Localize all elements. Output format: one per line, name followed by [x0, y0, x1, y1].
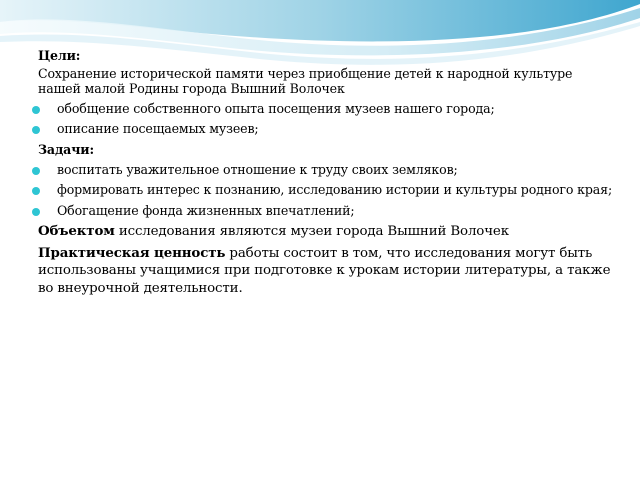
object-text: исследования являются музеи города Вышний Волочек: [114, 224, 509, 240]
practical-text: работы состоит в том, что исследования могут быть использованы учащимися при подготовке к урокам истории литературы, а также во внеурочной деятельности.: [38, 245, 611, 296]
goals-heading: Цели:: [38, 48, 81, 63]
tasks-list: [38, 162, 618, 219]
list-item: [38, 162, 618, 178]
slide-content: [38, 48, 618, 301]
tasks-heading: Задачи:: [38, 142, 94, 158]
bullet-icon: [32, 167, 40, 175]
tasks-item-text: формировать интерес к познанию, исследованию истории и культуры родного края;: [57, 182, 613, 198]
bullet-icon: [32, 126, 40, 134]
bullet-icon: [32, 187, 40, 195]
list-item: [38, 203, 618, 219]
goals-list: [38, 101, 618, 137]
list-item: [38, 101, 618, 117]
goals-item-text: описание посещаемых музеев;: [57, 121, 259, 137]
goals-item-text: обобщение собственного опыта посещения музеев нашего города;: [57, 100, 495, 116]
practical-label: Практическая ценность: [38, 244, 226, 261]
bullet-icon: [32, 106, 40, 114]
list-item: [38, 121, 618, 137]
object-label: Объектом: [38, 223, 115, 240]
object-paragraph: [38, 223, 618, 240]
bullet-icon: [32, 208, 40, 216]
practical-paragraph: [38, 245, 618, 297]
list-item: [38, 182, 618, 198]
goals-text: Сохранение исторической памяти через приобщение детей к народной культуре нашей малой Родины города Вышний Волочек: [38, 65, 573, 97]
tasks-item-text: воспитать уважительное отношение к труду своих земляков;: [57, 161, 458, 177]
tasks-item-text: Обогащение фонда жизненных впечатлений;: [57, 202, 355, 218]
